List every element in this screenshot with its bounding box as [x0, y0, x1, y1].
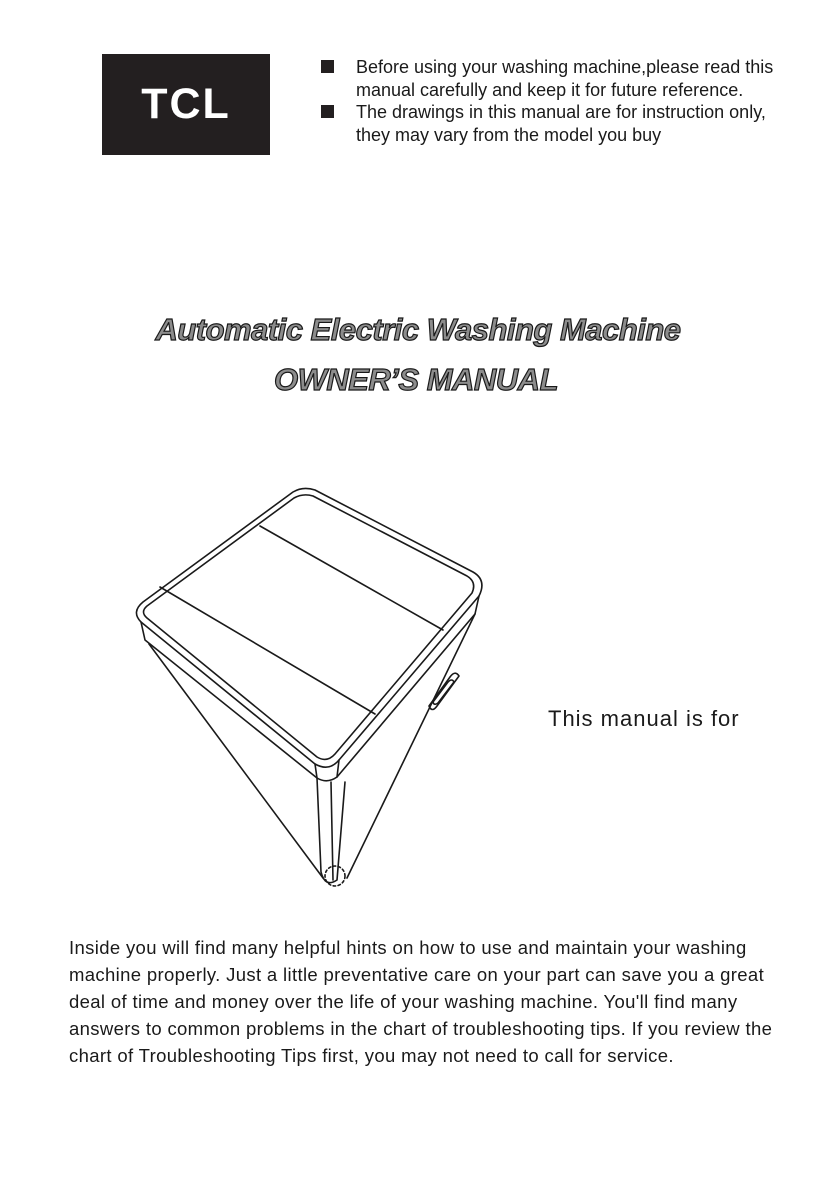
note-text: Before using your washing machine,please read this manual carefully and keep it for future reference.	[356, 57, 774, 100]
note-text: The drawings in this manual are for instruction only, they may vary from the model you buy	[356, 102, 766, 145]
note-item	[320, 101, 790, 146]
tcl-logo	[102, 54, 270, 155]
note-item	[320, 56, 790, 101]
washing-machine-illustration	[125, 482, 495, 907]
square-bullet-icon	[321, 105, 334, 118]
intro-notes	[320, 56, 790, 146]
square-bullet-icon	[321, 60, 334, 73]
manual-subtitle: OWNER’S MANUAL	[273, 362, 559, 397]
intro-paragraph: Inside you will find many helpful hints on how to use and maintain your washing machine properly. Just a little preventative care on your part can save you a great deal of time and money over the life of your washing machine. You'll find many answers to common problems in the chart of troubleshooting tips. If you review the chart of Troubleshooting Tips first, you may not need to call for service.	[69, 937, 773, 1066]
logo-text: TCL	[141, 80, 231, 128]
manual-title: Automatic Electric Washing Machine	[155, 312, 681, 347]
manual-for-label: This manual is for	[548, 706, 740, 731]
